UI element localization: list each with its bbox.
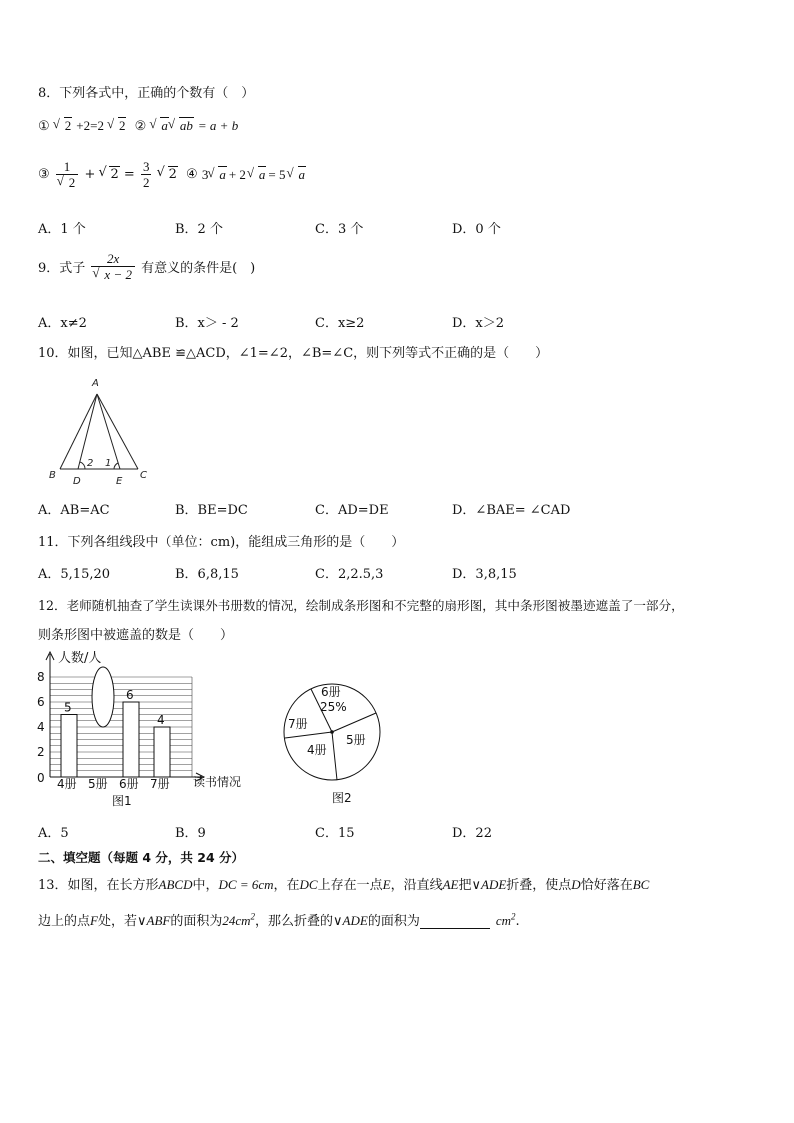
bar-1 xyxy=(61,715,77,778)
q10-label-a: A xyxy=(92,378,99,389)
q10-stem: 10．如图，已知△ABE ≌△ACD，∠1=∠2，∠B=∠C，则下列等式不正确的是（ ） xyxy=(38,346,549,361)
bar-category-label: 7册 xyxy=(150,777,170,791)
q8-e4-c1: 3 xyxy=(201,166,209,182)
q8-e3-fden: 2 xyxy=(142,174,150,190)
q13-abf: ∨ABF xyxy=(136,913,171,928)
q12-bar-ylabel: 人数/人 xyxy=(58,651,102,666)
q9-num: 2x xyxy=(107,251,120,266)
q8-mark-3: ③ xyxy=(38,167,50,183)
q13-text-1b: 中， xyxy=(192,878,219,893)
q8-option-c[interactable]: C．3 个 xyxy=(315,222,364,237)
q13-area: 24cm xyxy=(222,913,251,928)
q12-stem-line2: 则条形图中被遮盖的数是（ ） xyxy=(38,628,234,643)
q12-option-a[interactable]: A．5 xyxy=(38,826,69,841)
q8-mark-1: ① xyxy=(38,119,50,134)
q13-line2 xyxy=(38,910,520,929)
q9-stem-post: 有意义的条件是( ) xyxy=(141,261,256,277)
q13-text-1c: ，在 xyxy=(273,878,300,893)
q8-mark-4: ④ xyxy=(186,167,198,183)
q10-option-d[interactable]: D．∠BAE= ∠CAD xyxy=(452,503,571,518)
q8-e3-rad2: 2 xyxy=(168,167,177,183)
q13-text-1e: ，沿直线 xyxy=(390,878,443,893)
q8-e3-den: 2 xyxy=(68,174,76,190)
bar-y-tick-label: 8 xyxy=(37,670,45,684)
q8-e1-rad-a: 2 xyxy=(64,118,72,133)
q13-area-sup: 2 xyxy=(250,911,256,922)
q13-answer-blank[interactable] xyxy=(420,915,490,929)
q8-e4-a3: a xyxy=(298,166,305,182)
q13-dc: DC xyxy=(299,877,318,892)
q12-pie-label-4: 4册 xyxy=(307,743,327,757)
bar-value-label: 5 xyxy=(64,700,72,715)
q10-label-1: 1 xyxy=(105,458,112,469)
q13-text-1f: 把 xyxy=(458,878,472,893)
q13-f: F xyxy=(90,913,98,928)
q10-angle-1-arc xyxy=(114,463,118,469)
q8-e4-eq: = 5 xyxy=(268,166,286,182)
q13-text-2b: 处，若 xyxy=(97,914,137,929)
q9-stem-pre: 9．式子 xyxy=(38,261,86,277)
bar-y-tick-label: 6 xyxy=(37,695,45,709)
q10-label-b: B xyxy=(49,470,56,481)
q10-angle-2-arc xyxy=(80,462,85,469)
q11-option-c[interactable]: C．2,2.5,3 xyxy=(315,567,384,582)
q8-mark-2: ② xyxy=(134,119,147,134)
q13-unit: cm xyxy=(495,913,512,928)
q8-e3-fnum: 3 xyxy=(142,159,150,174)
bar-y-tick-label: 2 xyxy=(37,745,45,759)
q13-text-2d: ，那么折叠的 xyxy=(255,914,334,929)
q8-e3-num: 1 xyxy=(63,159,71,174)
q9-stem xyxy=(38,252,255,281)
q10-line-ac xyxy=(97,394,138,469)
q9-option-b[interactable]: B．x＞ - 2 xyxy=(175,316,239,331)
q8-e1-mid: +2=2 xyxy=(76,118,104,133)
q8-expr-2 xyxy=(38,160,306,189)
q13-ade: ∨ADE xyxy=(471,877,507,892)
bar-category-label: 5册 xyxy=(88,777,108,791)
q8-e3-plus: + xyxy=(84,167,96,183)
q8-option-b[interactable]: B．2 个 xyxy=(175,222,223,237)
q13-ade-2: ∨ADE xyxy=(333,913,368,928)
q8-e3-eq: = xyxy=(123,167,135,183)
q12-pie-label-6: 6册 xyxy=(321,685,341,699)
q12-pie-chart xyxy=(280,676,390,810)
q12-option-b[interactable]: B．9 xyxy=(175,826,206,841)
bar-category-label: 4册 xyxy=(57,777,77,791)
q11-option-a[interactable]: A．5,15,20 xyxy=(38,567,111,582)
q13-ae: AE xyxy=(442,877,459,892)
bar-category-label: 6册 xyxy=(119,777,139,791)
q8-e4-a2: a xyxy=(258,166,266,182)
q8-e3-rad: 2 xyxy=(110,167,119,183)
q12-option-c[interactable]: C．15 xyxy=(315,826,355,841)
q11-option-b[interactable]: B．6,8,15 xyxy=(175,567,239,582)
q11-stem: 11．下列各组线段中（单位：cm)，能组成三角形的是（ ） xyxy=(38,535,405,550)
q10-option-c[interactable]: C．AD=DE xyxy=(315,503,389,518)
q8-e2-rad-b: ab xyxy=(179,118,193,133)
q12-bar-chart xyxy=(30,646,260,812)
q10-triangle-figure xyxy=(45,372,165,490)
q13-line1 xyxy=(38,874,649,893)
q10-option-a[interactable]: A．AB=AC xyxy=(38,503,110,518)
bar-4 xyxy=(154,727,170,777)
q8-e2-rhs: = a + b xyxy=(197,118,239,133)
q13-text-1g: 折叠，使点 xyxy=(506,878,572,893)
q13-dc-eq: DC = 6cm xyxy=(218,877,274,892)
q8-e2-rad-a: a xyxy=(161,118,168,133)
q8-e4-a1: a xyxy=(219,166,226,182)
bar-3 xyxy=(123,702,139,777)
q12-pie-label-7: 7册 xyxy=(288,717,308,731)
q11-option-d[interactable]: D．3,8,15 xyxy=(452,567,517,582)
q12-ink-blot xyxy=(92,667,114,727)
q13-text-2c: 的面积为 xyxy=(170,914,223,929)
q13-text-1d: 上存在一点 xyxy=(317,878,383,893)
bar-value-label: 6 xyxy=(126,688,134,702)
q12-pie-caption: 图2 xyxy=(332,791,352,805)
q13-text-1h: 恰好落在 xyxy=(580,878,633,893)
q13-text-2e: 的面积为 xyxy=(367,914,420,929)
q12-pie-pct-6: 25% xyxy=(320,700,347,714)
section-2-title: 二、填空题（每题 4 分，共 24 分） xyxy=(38,850,245,865)
q9-den: x − 2 xyxy=(104,266,132,282)
q10-label-d: D xyxy=(73,476,81,487)
q8-expr-1 xyxy=(38,118,238,134)
q10-option-b[interactable]: B．BE=DC xyxy=(175,503,248,518)
q9-option-a[interactable]: A．x≠2 xyxy=(38,316,87,331)
q13-abcd: ABCD xyxy=(158,877,193,892)
q10-label-2: 2 xyxy=(87,458,94,469)
q12-option-d[interactable]: D．22 xyxy=(452,826,492,841)
q12-bar-xlabel: 读书情况 xyxy=(193,775,242,789)
q10-label-e: E xyxy=(116,476,123,487)
q13-d: D xyxy=(571,877,581,892)
bar-y-tick-label: 0 xyxy=(37,771,45,785)
q8-option-d[interactable]: D．0 个 xyxy=(452,222,501,237)
q12-pie-center xyxy=(330,730,334,734)
q13-e: E xyxy=(382,877,391,892)
q8-e4-plus: + 2 xyxy=(228,166,246,182)
q13-unit-sup: 2 xyxy=(511,911,516,922)
q8-stem: 8．下列各式中，正确的个数有（ ） xyxy=(38,86,255,101)
bar-value-label: 4 xyxy=(157,713,165,727)
q10-label-c: C xyxy=(140,470,147,481)
q13-text-2a: 边上的点 xyxy=(38,914,91,929)
q13-end: . xyxy=(515,914,520,929)
q13-bc: BC xyxy=(632,877,650,892)
q9-option-d[interactable]: D．x＞2 xyxy=(452,316,505,331)
q13-text-1a: 13．如图，在长方形 xyxy=(38,878,159,893)
q8-option-a[interactable]: A．1 个 xyxy=(38,222,86,237)
q8-e1-rad-b: 2 xyxy=(118,118,126,133)
bar-y-tick-label: 4 xyxy=(37,720,45,734)
q9-option-c[interactable]: C．x≥2 xyxy=(315,316,365,331)
q12-pie-label-5: 5册 xyxy=(346,733,366,747)
q12-stem-line1: 12．老师随机抽查了学生读课外书册数的情况，绘制成条形图和不完整的扇形图，其中条形图被墨迹遮盖了一部分， xyxy=(38,598,684,613)
q12-bar-caption: 图1 xyxy=(112,794,132,808)
